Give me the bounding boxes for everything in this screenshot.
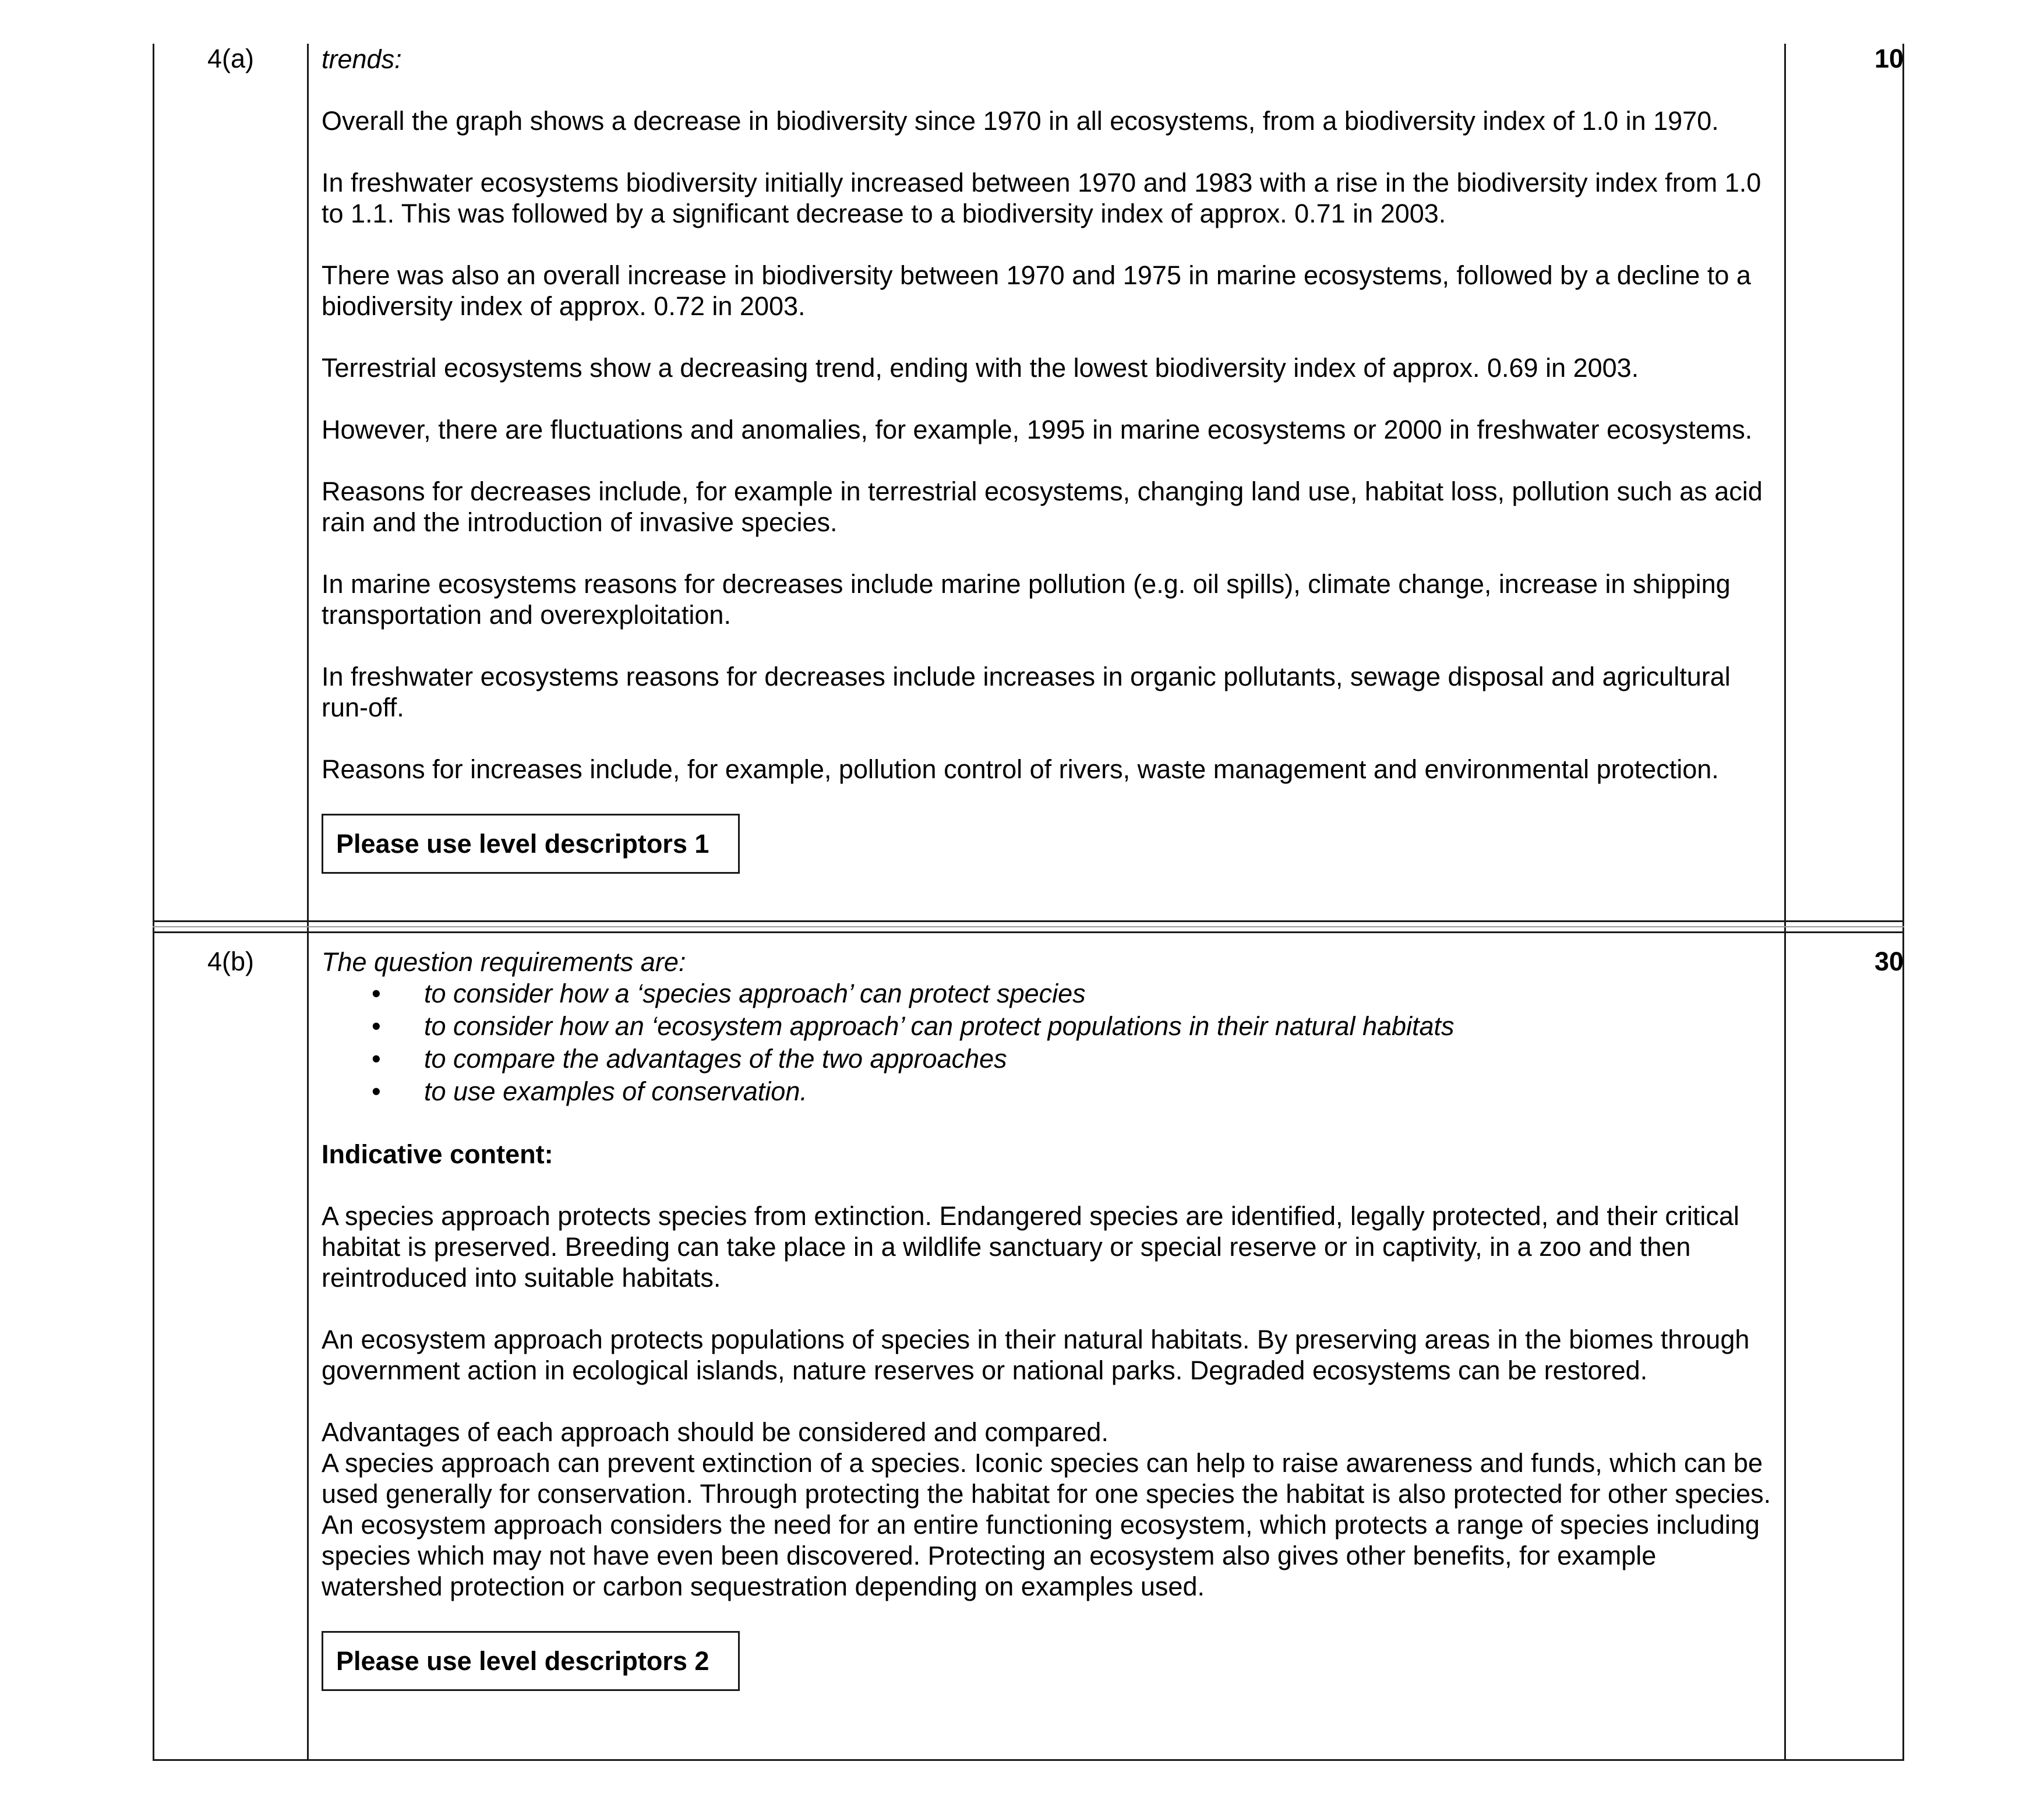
level-descriptors-box: Please use level descriptors 2 bbox=[322, 1631, 740, 1691]
level-descriptors-box: Please use level descriptors 1 bbox=[322, 814, 740, 874]
paragraph: An ecosystem approach considers the need for an entire functioning ecosystem, which protects a range of species including species which may not have even been discovered. Protecting an ecosystem also gives other benefits, for example watershed protection or carbon sequestration depending on examples used. bbox=[322, 1510, 1760, 1601]
section-heading: The question requirements are: bbox=[322, 947, 686, 977]
marks-value: 10 bbox=[1874, 44, 1904, 73]
subheading: Indicative content: bbox=[322, 1139, 553, 1169]
row-divider-bottom bbox=[153, 931, 1904, 933]
paragraph: In freshwater ecosystems biodiversity initially increased between 1970 and 1983 with a rise in the biodiversity index from 1.0 to 1.1. This was followed by a significant decrease to a biodiversity index of approx. 0.71 in 2003. bbox=[322, 168, 1761, 228]
question-number: 4(b) bbox=[207, 947, 255, 976]
paragraph: Overall the graph shows a decrease in biodiversity since 1970 in all ecosystems, from a biodiversity index of 1.0 in 1970. bbox=[322, 106, 1719, 136]
paragraph: However, there are fluctuations and anomalies, for example, 1995 in marine ecosystems or 2000 in freshwater ecosystems. bbox=[322, 415, 1753, 444]
paragraph: Terrestrial ecosystems show a decreasing trend, ending with the lowest biodiversity index of approx. 0.69 in 2003. bbox=[322, 353, 1639, 383]
table-border-bottom bbox=[153, 1759, 1904, 1761]
row-divider-top bbox=[153, 920, 1904, 922]
answer-content-4a bbox=[322, 44, 1778, 874]
list-item: • to consider how an ‘ecosystem approach’ can protect populations in their natural habitats bbox=[322, 1010, 1778, 1043]
question-number: 4(a) bbox=[207, 44, 255, 73]
paragraph: A species approach protects species from extinction. Endangered species are identified, legally protected, and their critical habitat is preserved. Breeding can take place in a wildlife sanctuary or special reserve or in captivity, in a zoo and then reintroduced into suitable habitats. bbox=[322, 1201, 1739, 1293]
table-border-left bbox=[153, 44, 154, 1760]
paragraph: In marine ecosystems reasons for decreases include marine pollution (e.g. oil spills), climate change, increase in shipping transportation and overexploitation. bbox=[322, 569, 1731, 630]
paragraph: A species approach can prevent extinction of a species. Iconic species can help to raise awareness and funds, which can be used generally for conservation. Through protecting the habitat for one species the habitat is also protected for other species. bbox=[322, 1448, 1771, 1509]
paragraph: In freshwater ecosystems reasons for decreases include increases in organic pollutants, sewage disposal and agricultural run-off. bbox=[322, 662, 1731, 722]
list-item: • to consider how a ‘species approach’ can protect species bbox=[322, 977, 1778, 1010]
paragraph: Reasons for decreases include, for example in terrestrial ecosystems, changing land use, habitat loss, pollution such as acid rain and the introduction of invasive species. bbox=[322, 476, 1763, 537]
marks-value: 30 bbox=[1874, 947, 1904, 976]
list-item: • to compare the advantages of the two approaches bbox=[322, 1043, 1778, 1075]
paragraph: An ecosystem approach protects populations of species in their natural habitats. By preserving areas in the biomes through government action in ecological islands, nature reserves or national parks. Degraded ecosystems can be restored. bbox=[322, 1325, 1750, 1385]
section-heading: trends: bbox=[322, 44, 402, 74]
paragraph: Advantages of each approach should be considered and compared. bbox=[322, 1417, 1109, 1447]
column-divider-marks bbox=[1784, 44, 1786, 1760]
paragraph: There was also an overall increase in biodiversity between 1970 and 1975 in marine ecosystems, followed by a decline to a biodiversity index of approx. 0.72 in 2003. bbox=[322, 260, 1751, 321]
answer-content-4b bbox=[322, 947, 1778, 1691]
row-divider-gap bbox=[153, 926, 1904, 927]
paragraph: Reasons for increases include, for example, pollution control of rivers, waste management and environmental protection. bbox=[322, 754, 1719, 784]
requirements-list bbox=[322, 977, 1778, 1108]
table-border-right bbox=[1902, 44, 1904, 1760]
list-item: • to use examples of conservation. bbox=[322, 1075, 1778, 1108]
column-divider-question bbox=[307, 44, 309, 1760]
